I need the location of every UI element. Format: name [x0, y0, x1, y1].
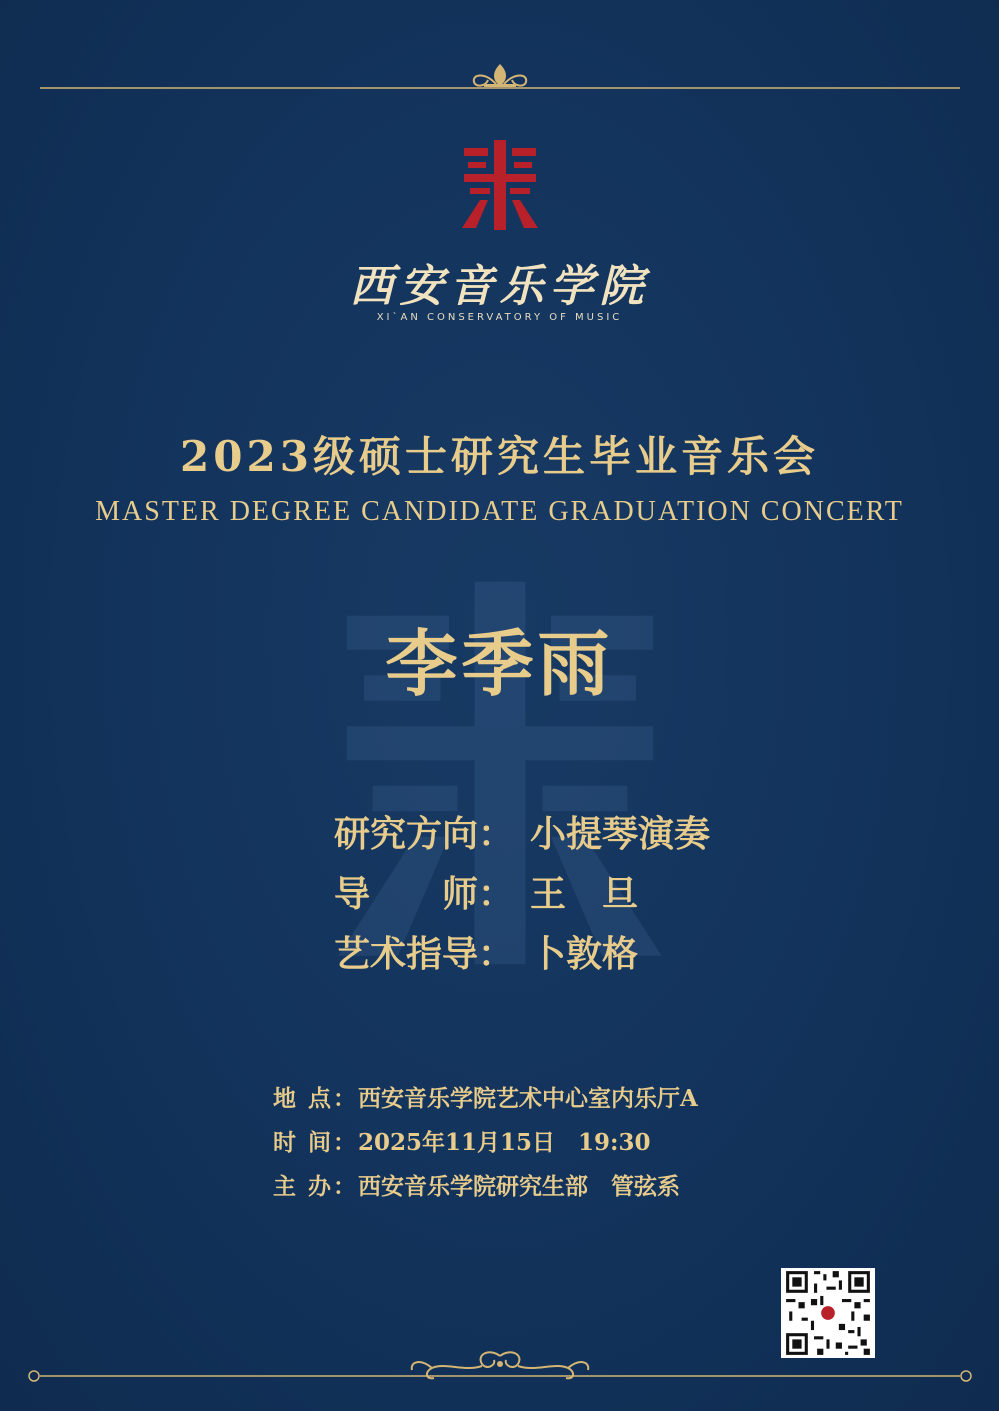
info-label: 研究方向： — [334, 813, 515, 855]
detail-value: 2025年11月15日 19:30 — [358, 1129, 651, 1156]
detail-row-organizer — [273, 1168, 698, 1212]
detail-row-time — [273, 1124, 698, 1168]
detail-value: 西安音乐学院艺术中心室内乐厅A — [358, 1085, 698, 1112]
school-name-zh: 西安音乐学院 — [349, 261, 650, 312]
performer-info — [334, 806, 710, 986]
info-row-art-director — [334, 926, 710, 986]
info-row-advisor — [334, 866, 710, 926]
concert-title-zh: 2023级硕士研究生毕业音乐会 — [180, 432, 819, 481]
concert-title-en: MASTER DEGREE CANDIDATE GRADUATION CONCERT — [95, 496, 904, 527]
detail-row-location — [273, 1080, 698, 1124]
performer-name: 李季雨 — [385, 621, 614, 706]
detail-label: 主 办： — [273, 1173, 359, 1200]
info-label: 艺术指导： — [334, 933, 515, 975]
detail-value: 西安音乐学院研究生部 管弦系 — [358, 1173, 681, 1200]
event-details — [273, 1080, 698, 1212]
detail-label: 地 点： — [273, 1085, 359, 1112]
info-label: 导 师： — [334, 873, 515, 915]
info-value: 卜敦格 — [530, 933, 639, 975]
school-name-en: XI`AN CONSERVATORY OF MUSIC — [376, 312, 623, 323]
info-row-major — [334, 806, 710, 866]
detail-label: 时 间： — [273, 1129, 359, 1156]
scroll-ornament-icon — [20, 1340, 980, 1390]
fleur-de-lis-ornament-icon — [40, 58, 960, 98]
yue-logo-icon — [460, 140, 540, 230]
info-value: 王 旦 — [530, 873, 639, 915]
info-value: 小提琴演奏 — [530, 813, 711, 855]
